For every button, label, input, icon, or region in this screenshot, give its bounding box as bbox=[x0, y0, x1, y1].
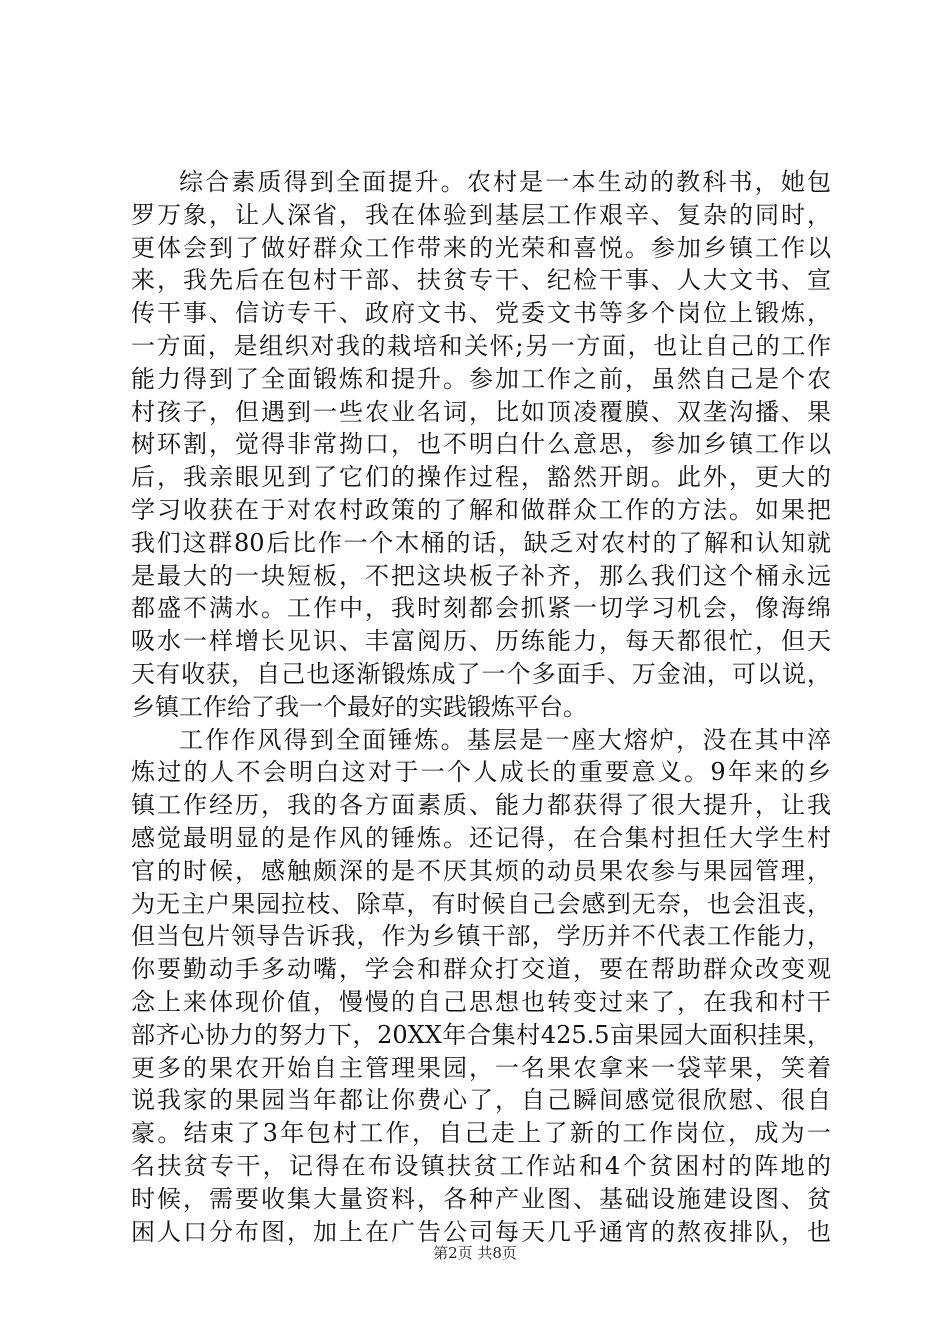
paragraph-1-line: 我们这群80后比作一个木桶的话，缺乏对农村的了解和认知就 bbox=[131, 528, 831, 557]
paragraph-2-line: 名扶贫专干，记得在布设镇扶贫工作站和4个贫困村的阵地的 bbox=[131, 1151, 831, 1180]
paragraph-1-line: 村孩子，但遇到一些农业名词，比如顶凌覆膜、双垄沟播、果 bbox=[131, 397, 831, 426]
body-text bbox=[131, 166, 831, 1248]
paragraph-2-line: 豪。结束了3年包村工作，自己走上了新的工作岗位，成为一 bbox=[131, 1119, 831, 1148]
paragraph-1-line: 更体会到了做好群众工作带来的光荣和喜悦。参加乡镇工作以 bbox=[131, 233, 831, 262]
paragraph-1-line: 来，我先后在包村干部、扶贫专干、纪检干事、人大文书、宣 bbox=[131, 266, 831, 295]
paragraph-1-line: 能力得到了全面锻炼和提升。参加工作之前，虽然自己是个农 bbox=[131, 364, 831, 393]
paragraph-2-line: 念上来体现价值，慢慢的自己思想也转变过来了，在我和村干 bbox=[131, 987, 831, 1016]
paragraph-1-line: 乡镇工作给了我一个最好的实践锻炼平台。 bbox=[131, 692, 587, 721]
paragraph-1-line: 是最大的一块短板，不把这块板子补齐，那么我们这个桶永远 bbox=[131, 561, 831, 590]
paragraph-2-line: 部齐心协力的努力下，20XX年合集村425.5亩果园大面积挂果， bbox=[131, 1020, 831, 1049]
paragraph-2-line: 为无主户果园拉枝、除草，有时候自己会感到无奈，也会沮丧， bbox=[131, 889, 831, 918]
paragraph-1-line: 一方面，是组织对我的栽培和关怀;另一方面，也让自己的工作 bbox=[131, 331, 831, 360]
paragraph-1-line: 天有收获，自己也逐渐锻炼成了一个多面手、万金油，可以说， bbox=[131, 659, 831, 688]
paragraph-2-line: 感觉最明显的是作风的锤炼。还记得，在合集村担任大学生村 bbox=[131, 823, 831, 852]
paragraph-1-line: 传干事、信访专干、政府文书、党委文书等多个岗位上锻炼， bbox=[131, 299, 831, 328]
paragraph-2-line: 镇工作经历，我的各方面素质、能力都获得了很大提升，让我 bbox=[131, 791, 831, 820]
paragraph-1-line: 树环割，觉得非常拗口，也不明白什么意思，参加乡镇工作以 bbox=[131, 430, 831, 459]
paragraph-1-line: 综合素质得到全面提升。农村是一本生动的教科书，她包 bbox=[179, 168, 831, 196]
paragraph-1-line: 学习收获在于对农村政策的了解和做群众工作的方法。如果把 bbox=[131, 495, 831, 524]
page-number-footer: 第2页 共8页 bbox=[433, 1244, 517, 1262]
paragraph-1-line: 罗万象，让人深省，我在体验到基层工作艰辛、复杂的同时， bbox=[131, 200, 831, 229]
paragraph-2-line: 官的时候，感触颇深的是不厌其烦的动员果农参与果园管理， bbox=[131, 856, 831, 885]
paragraph-2-line: 炼过的人不会明白这对于一个人成长的重要意义。9年来的乡 bbox=[131, 758, 831, 787]
paragraph-2-line: 你要勤动手多动嘴，学会和群众打交道，要在帮助群众改变观 bbox=[131, 955, 831, 984]
paragraph-2-line: 更多的果农开始自主管理果园，一名果农拿来一袋苹果，笑着 bbox=[131, 1053, 831, 1082]
paragraph-1-line: 后，我亲眼见到了它们的操作过程，豁然开朗。此外，更大的 bbox=[131, 463, 831, 492]
paragraph-1-line: 都盛不满水。工作中，我时刻都会抓紧一切学习机会，像海绵 bbox=[131, 594, 831, 623]
paragraph-2-line: 时候，需要收集大量资料，各种产业图、基础设施建设图、贫 bbox=[131, 1184, 831, 1213]
paragraph-1-line: 吸水一样增长见识、丰富阅历、历练能力，每天都很忙，但天 bbox=[131, 627, 831, 656]
paragraph-2-line: 说我家的果园当年都让你费心了，自己瞬间感觉很欣慰、很自 bbox=[131, 1086, 831, 1115]
paragraph-2-line: 困人口分布图，加上在广告公司每天几乎通宵的熬夜排队，也 bbox=[131, 1217, 831, 1246]
paragraph-2-line: 但当包片领导告诉我，作为乡镇干部，学历并不代表工作能力， bbox=[131, 922, 831, 951]
paragraph-2-line: 工作作风得到全面锤炼。基层是一座大熔炉，没在其中淬 bbox=[179, 725, 831, 754]
